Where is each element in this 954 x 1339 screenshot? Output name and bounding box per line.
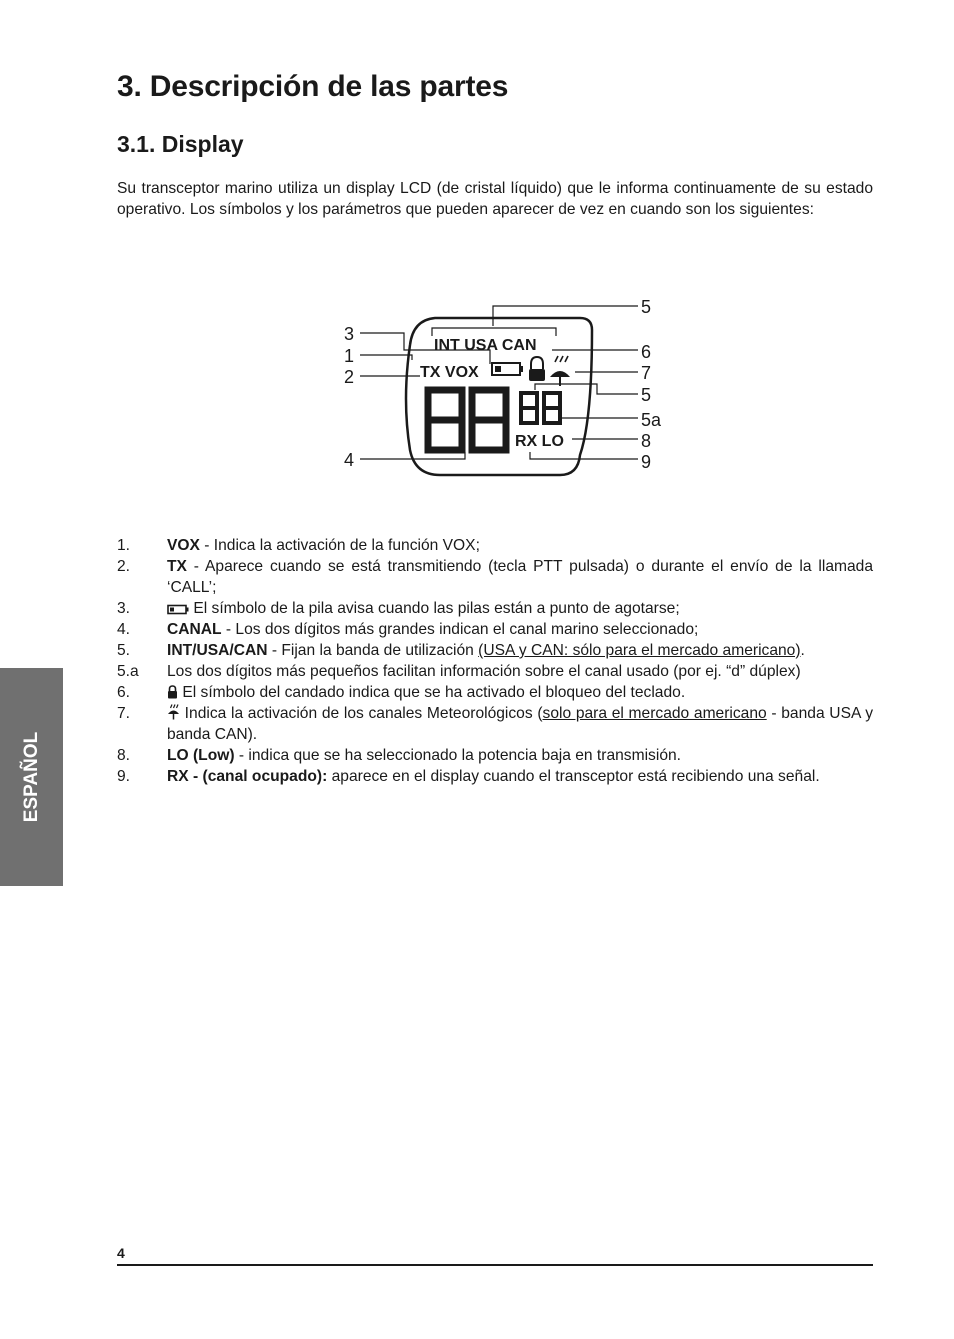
list-item: 6. El símbolo del candado indica que se ha activado el bloqueo del teclado. [117,684,686,701]
callout-6: 6 [641,342,652,362]
lock-icon [167,685,178,699]
callout-5-top: 5 [641,297,652,317]
callout-5a: 5a [641,410,662,430]
lcd-bottom-label: RX LO [515,433,564,450]
channel-small-digits [521,393,560,423]
callout-4: 4 [344,450,355,470]
callout-8: 8 [641,431,652,451]
language-label: ESPAÑOL [20,731,42,823]
page-title: 3. Descripción de las partes [117,70,509,103]
list-item: 2. TX - Aparece cuando se está transmitiendo (tecla PTT pulsada) o durante el envío de la llamada ‘CALL’; [117,558,873,596]
weather-umbrella-icon [167,704,180,720]
parts-list [117,535,873,787]
list-item: 9. RX - (canal ocupado): aparece en el display cuando el transceptor está recibiendo una señal. [117,768,820,785]
callout-7: 7 [641,363,652,383]
footer-rule [117,1264,873,1266]
weather-umbrella-icon [550,356,570,386]
intro-paragraph: Su transceptor marino utiliza un display LCD (de cristal líquido) que le informa continuamente de su estado operativo. Los símbolos y los parámetros que pueden aparecer de vez en cuando son los siguientes: [117,180,873,218]
battery-icon [167,604,189,615]
language-side-tab [0,668,63,886]
list-item: 1. VOX - Indica la activación de la función VOX; [117,537,480,554]
callout-1: 1 [344,346,355,366]
callout-9: 9 [641,452,652,472]
lcd-mid-label: TX VOX [420,364,479,381]
channel-big-digits [428,390,506,450]
list-item: 7. Indica la activación de los canales Meteorológicos (solo para el mercado americano - banda USA y banda CAN). [117,705,873,743]
battery-icon [492,363,523,375]
lcd-display-diagram [330,290,680,490]
callout-5: 5 [641,385,652,405]
list-item: 8. LO (Low) - indica que se ha seleccionado la potencia baja en transmisión. [117,747,681,764]
list-item: 5. INT/USA/CAN - Fijan la banda de utilización (USA y CAN: sólo para el mercado americano). [117,642,805,659]
lcd-top-label: INT USA CAN [434,337,537,354]
lcd-diagram-svg [330,290,680,490]
section-title: 3.1. Display [117,131,244,157]
list-item: 5.a Los dos dígitos más pequeños facilitan información sobre el canal usado (por ej. “d” dúplex) [117,663,801,680]
callout-2: 2 [344,367,355,387]
callout-3: 3 [344,324,355,344]
lock-icon [529,357,545,381]
list-item: 4. CANAL - Los dos dígitos más grandes indican el canal marino seleccionado; [117,621,699,638]
list-item: 3. El símbolo de la pila avisa cuando las pilas están a punto de agotarse; [117,600,680,617]
page-number: 4 [117,1245,125,1261]
